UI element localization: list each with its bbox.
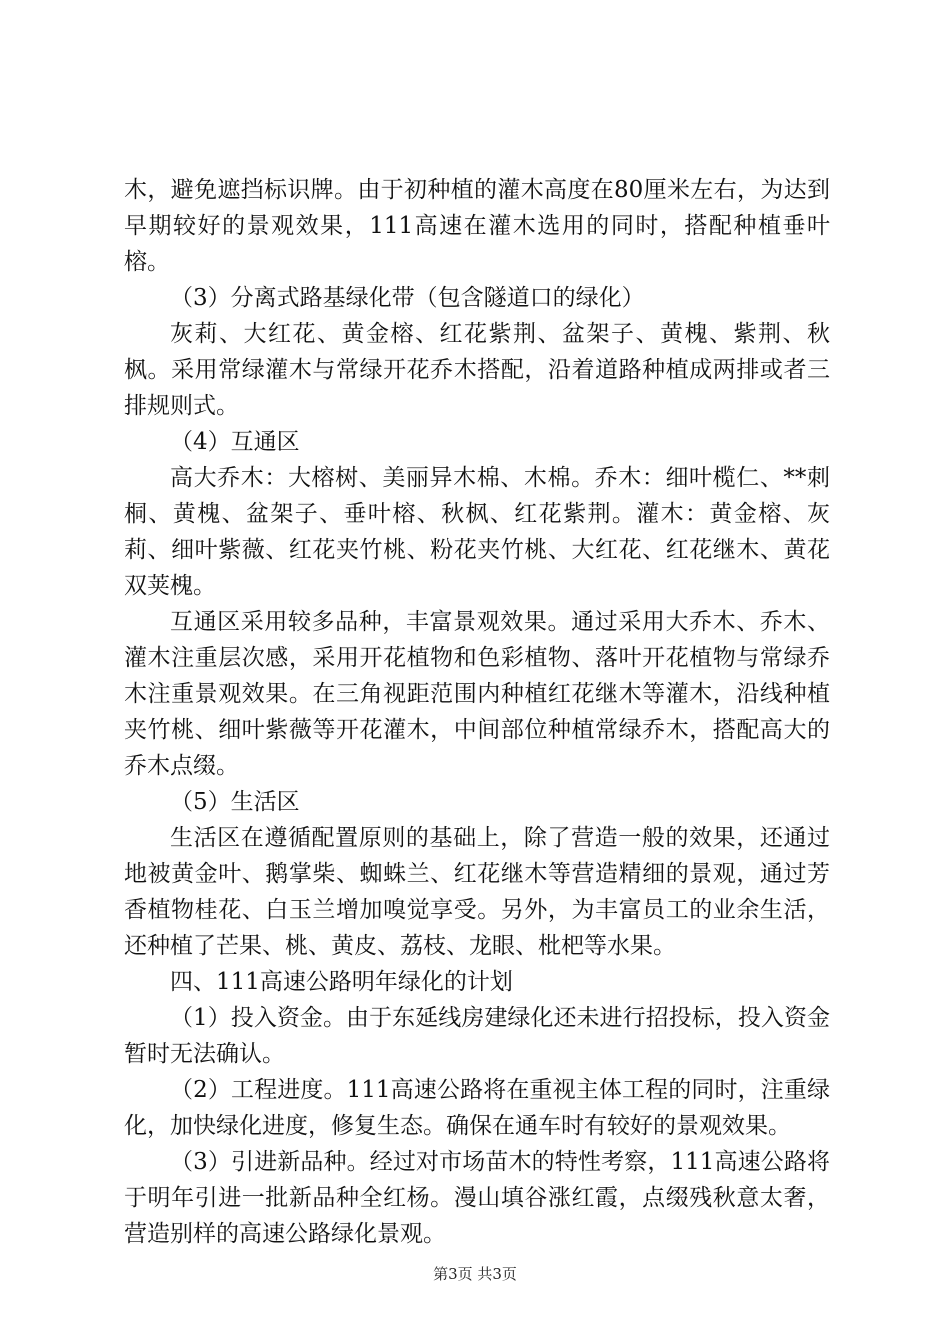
section-heading-separated-median: （3）分离式路基绿化带（包含隧道口的绿化）	[170, 285, 645, 311]
section-heading-living-area: （5）生活区	[170, 789, 300, 815]
paragraph-median-species: 灰莉、大红花、黄金榕、红花紫荆、盆架子、黄槐、紫荆、秋枫。采用常绿灌木与常绿开花乔木搭配，沿着道路种植成两排或者三排规则式。	[124, 321, 830, 419]
section-heading-interchange: （4）互通区	[170, 429, 300, 455]
paragraph-interchange-design: 互通区采用较多品种，丰富景观效果。通过采用大乔木、乔木、灌木注重层次感，采用开花植物和色彩植物、落叶开花植物与常绿乔木注重景观效果。在三角视距范围内种植红花继木等灌木，沿线种植夹竹桃、细叶紫薇等开花灌木，中间部位种植常绿乔木，搭配高大的乔木点缀。	[124, 609, 830, 779]
paragraph-living-area: 生活区在遵循配置原则的基础上，除了营造一般的效果，还通过地被黄金叶、鹅掌柴、蜘蛛兰、红花继木等营造精细的景观，通过芳香植物桂花、白玉兰增加嗅觉享受。另外，为丰富员工的业余生活，还种植了芒果、桃、黄皮、荔枝、龙眼、枇杷等水果。	[124, 825, 830, 959]
paragraph-plan-new-species: （3）引进新品种。经过对市场苗木的特性考察，111高速公路将于明年引进一批新品种全红杨。漫山填谷涨红霞，点缀残秋意太奢，营造别样的高速公路绿化景观。	[124, 1149, 830, 1247]
page-number-footer: 第3页 共3页	[433, 1265, 517, 1283]
document-body	[124, 172, 830, 1252]
paragraph-continuation: 木，避免遮挡标识牌。由于初种植的灌木高度在80厘米左右，为达到早期较好的景观效果，111高速在灌木选用的同时，搭配种植垂叶榕。	[124, 177, 830, 275]
section-heading-next-year-plan: 四、111高速公路明年绿化的计划	[170, 969, 513, 995]
paragraph-interchange-species: 高大乔木：大榕树、美丽异木棉、木棉。乔木：细叶榄仁、**刺桐、黄槐、盆架子、垂叶榕、秋枫、红花紫荆。灌木：黄金榕、灰莉、细叶紫薇、红花夹竹桃、粉花夹竹桃、大红花、红花继木、黄花双荚槐。	[124, 465, 830, 599]
paragraph-plan-funding: （1）投入资金。由于东延线房建绿化还未进行招投标，投入资金暂时无法确认。	[124, 1005, 830, 1067]
paragraph-plan-progress: （2）工程进度。111高速公路将在重视主体工程的同时，注重绿化，加快绿化进度，修复生态。确保在通车时有较好的景观效果。	[124, 1077, 830, 1139]
